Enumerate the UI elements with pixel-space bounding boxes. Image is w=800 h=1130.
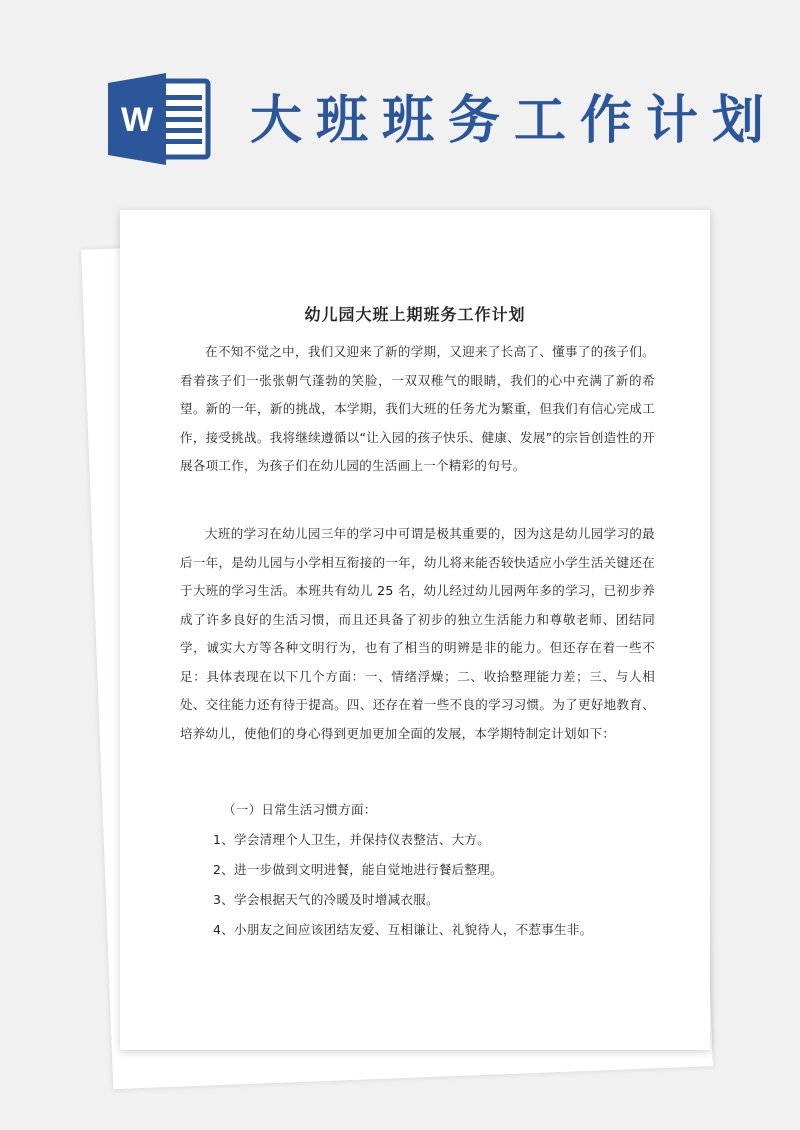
document-title: 幼儿园大班上期班务工作计划 — [304, 305, 526, 324]
document-page — [120, 210, 710, 1050]
list-item: 2、进一步做到文明进餐，能自觉地进行餐后整理。 — [213, 862, 503, 877]
intro-paragraph: 在不知不觉之中，我们又迎来了新的学期，又迎来了长高了、懂事了的孩子们。看着孩子们一张张朝气蓬勃的笑脸，一双双稚气的眼睛，我们的心中充满了新的希望。新的一年，新的挑战，本学期，我们大班的任务尤为繁重，但我们有信心完成工作，接受挑战。我将继续遵循以“让入园的孩子快乐、健康、发展”的宗旨创造性的开展各项工作，为孩子们在幼儿园的生活画上一个精彩的句号。 — [180, 344, 655, 473]
logo-letter: W — [120, 101, 154, 139]
class-situation-paragraph: 大班的学习在幼儿园三年的学习中可谓是极其重要的，因为这是幼儿园学习的最后一年，是幼儿园与小学相互衔接的一年，幼儿将来能否较快适应小学生活关键还在于大班的学习生活。本班共有幼儿 25 名，幼儿经过幼儿园两年多的学习，已初步养成了许多良好的生活习惯，而且还具备了初步的独立生活能力和尊敬老师、团结同学，诚实大方等各种文明行为，也有了相当的明辨是非的能力。但还存在着一些不足：具体表现在以下几个方面：一、情绪浮燥；二、收拾整理能力差；三、与人相处、交往能力还有待于提高。四、还存在着一些不良的学习习惯。为了更好地教育、培养幼儿，使他们的身心得到更加更加全面的发展，本学期特制定计划如下： — [180, 526, 655, 741]
list-item: 4、小朋友之间应该团结友爱、互相谦让、礼貌待人，不惹事生非。 — [213, 922, 593, 937]
section-heading: （一）日常生活习惯方面： — [223, 802, 377, 817]
habit-list — [213, 795, 653, 945]
word-document-icon — [108, 73, 212, 165]
list-item: 3、学会根据天气的冷暖及时增减衣服。 — [213, 892, 439, 907]
banner-title: 大班班务工作计划 — [250, 91, 779, 151]
list-item: 1、学会清理个人卫生，并保持仪表整洁、大方。 — [213, 832, 491, 847]
